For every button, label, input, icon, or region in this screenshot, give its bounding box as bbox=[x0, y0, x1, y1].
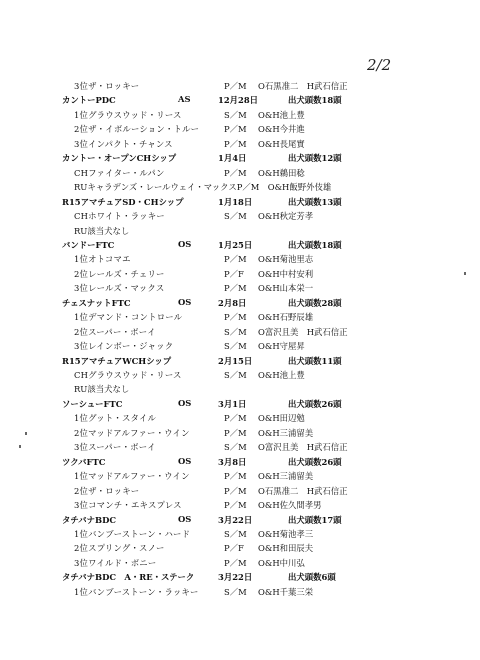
scan-speck bbox=[25, 432, 27, 435]
breed-sex: S／M bbox=[224, 442, 247, 453]
dog-name: 1位マッドアルファー・ウイン bbox=[74, 471, 190, 482]
owner-handler: O石黒准二 H武石信正 bbox=[258, 485, 348, 496]
event-title: バンドーFTC bbox=[62, 239, 115, 250]
breed-sex: P／M bbox=[224, 557, 247, 568]
owner-handler: O&H佐久間孝男 bbox=[258, 500, 322, 511]
event-title: タチバナBDC bbox=[62, 514, 117, 525]
owner-handler: O&H秋定芳孝 bbox=[258, 211, 314, 222]
dog-name: 1位オトコマエ bbox=[74, 254, 131, 265]
dog-name: 3位スーパー・ボーイ bbox=[74, 442, 156, 453]
page-number: 2/2 bbox=[367, 56, 392, 74]
owner-handler: O&H三浦留美 bbox=[258, 427, 314, 438]
entry-count: 出犬頭数12頭 bbox=[288, 153, 342, 164]
breed-sex: P／M bbox=[224, 312, 247, 323]
result-line bbox=[0, 586, 480, 605]
breed-sex: P／M bbox=[224, 283, 247, 294]
event-title: カントーPDC bbox=[62, 95, 116, 106]
event-title: タチバナBDC A・RE・ステーク bbox=[62, 572, 195, 583]
dog-name: CHグラウスウッド・リース bbox=[74, 370, 182, 380]
dog-name: 2位スーパー・ボーイ bbox=[74, 326, 156, 337]
entry-count: 出犬頭数18頭 bbox=[288, 95, 342, 106]
breed-sex: P／M bbox=[224, 485, 247, 496]
event-date: 3月1日 bbox=[218, 398, 247, 409]
breed-sex: P／M bbox=[224, 500, 247, 511]
owner-handler: O&H中村安利 bbox=[258, 268, 314, 279]
dog-name: 3位インパクト・チャンス bbox=[74, 138, 173, 149]
breed-sex: P／M bbox=[224, 427, 247, 438]
breed-sex: S／M bbox=[224, 109, 247, 120]
scan-speck bbox=[19, 445, 21, 448]
result-text: RU該当犬なし bbox=[74, 225, 130, 236]
event-date: 1月18日 bbox=[218, 196, 253, 207]
event-date: 2月15日 bbox=[218, 355, 253, 366]
result-text: RU該当犬なし bbox=[74, 384, 130, 395]
dog-name: 2位ザ・イボルーション・トルー bbox=[74, 124, 200, 135]
entry-count: 出犬頭数18頭 bbox=[288, 239, 342, 250]
event-class: OS bbox=[178, 397, 192, 408]
entry-count: 出犬頭数17頭 bbox=[288, 514, 342, 525]
owner-handler: O&H石野辰雄 bbox=[258, 312, 314, 323]
owner-handler: O&H田辺勉 bbox=[258, 413, 305, 424]
owner-handler: O富沢且美 H武石信正 bbox=[258, 442, 348, 453]
event-date: 2月8日 bbox=[218, 297, 247, 308]
owner-handler: O&H千葉三栄 bbox=[258, 586, 314, 597]
owner-handler: O&H菊池里志 bbox=[258, 254, 314, 265]
breed-sex: P／M bbox=[224, 81, 247, 91]
dog-name: 2位スプリング・スノー bbox=[74, 543, 165, 554]
owner-handler: O&H鵜田稔 bbox=[258, 167, 305, 178]
owner-handler: O&H今井進 bbox=[258, 124, 305, 135]
event-title: R15アマチュアWCHシップ bbox=[62, 355, 172, 366]
breed-sex: P／M bbox=[224, 413, 247, 424]
owner-handler: O富沢且美 H武石信正 bbox=[258, 326, 348, 337]
entry-count: 出犬頭数6頭 bbox=[288, 572, 336, 583]
breed-sex: S／M bbox=[224, 370, 247, 380]
dog-name: 3位コマンチ・エキスプレス bbox=[74, 500, 182, 511]
dog-name: 3位ワイルド・ボニー bbox=[74, 557, 157, 568]
event-date: 1月4日 bbox=[218, 153, 247, 164]
entry-count: 出犬頭数26頭 bbox=[288, 456, 342, 467]
event-class: OS bbox=[178, 238, 192, 249]
event-date: 3月8日 bbox=[218, 456, 247, 467]
event-class: OS bbox=[178, 296, 192, 307]
owner-handler: O&H三浦留美 bbox=[258, 471, 314, 482]
owner-handler: O&H山本栄一 bbox=[258, 283, 314, 294]
dog-name: 3位ザ・ロッキー bbox=[74, 81, 140, 91]
dog-name: 2位レールズ・チェリー bbox=[74, 268, 165, 279]
breed-sex: S／M bbox=[224, 341, 247, 352]
breed-sex: S／M bbox=[224, 211, 247, 222]
event-title: R15アマチュアSD・CHシップ bbox=[62, 196, 184, 207]
breed-sex: P／F bbox=[224, 268, 244, 279]
breed-sex: S／M bbox=[224, 528, 247, 539]
event-date: 12月28日 bbox=[218, 95, 259, 106]
breed-sex: P／F bbox=[224, 543, 244, 554]
dog-name: 1位デマンド・コントロール bbox=[74, 312, 183, 323]
breed-sex: P／M bbox=[224, 167, 247, 178]
breed-sex: P／M bbox=[224, 471, 247, 482]
result-text: RUキャラデンズ・レールウェイ・マックスP／M O&H飯野外伎雄 bbox=[74, 182, 332, 193]
dog-name: 2位マッドアルファー・ウイン bbox=[74, 427, 190, 438]
event-title: チェスナットFTC bbox=[62, 297, 131, 308]
dog-name: 3位レールズ・マックス bbox=[74, 283, 165, 294]
event-class: AS bbox=[178, 94, 191, 105]
entry-count: 出犬頭数11頭 bbox=[288, 355, 342, 366]
owner-handler: O&H長尾實 bbox=[258, 138, 305, 149]
breed-sex: S／M bbox=[224, 586, 247, 597]
scan-speck bbox=[464, 272, 466, 275]
owner-handler: O石黒准二 H武石信正 bbox=[258, 81, 348, 91]
dog-name: 3位レインボー・ジャック bbox=[74, 341, 174, 352]
dog-name: 1位グラウスウッド・リース bbox=[74, 109, 182, 120]
dog-name: 2位ザ・ロッキー bbox=[74, 485, 140, 496]
entry-count: 出犬頭数13頭 bbox=[288, 196, 342, 207]
event-class: OS bbox=[178, 513, 192, 524]
event-title: ソーシューFTC bbox=[62, 398, 123, 409]
breed-sex: P／M bbox=[224, 254, 247, 265]
owner-handler: O&H和田辰夫 bbox=[258, 543, 314, 554]
event-class: OS bbox=[178, 455, 192, 466]
dog-name: CHホワイト・ラッキー bbox=[74, 211, 165, 222]
event-title: カントー・オープンCHシップ bbox=[62, 153, 177, 164]
owner-handler: O&H菊池孝三 bbox=[258, 528, 314, 539]
entry-count: 出犬頭数26頭 bbox=[288, 398, 342, 409]
dog-name: CHファイター・ルパン bbox=[74, 167, 165, 178]
event-date: 1月25日 bbox=[218, 239, 253, 250]
event-date: 3月22日 bbox=[218, 514, 253, 525]
dog-name: 1位バンブーストーン・ハード bbox=[74, 528, 191, 539]
event-title: ツクバFTC bbox=[62, 456, 106, 467]
event-date: 3月22日 bbox=[218, 572, 253, 583]
breed-sex: S／M bbox=[224, 326, 247, 337]
owner-handler: O&H池上豊 bbox=[258, 109, 305, 120]
owner-handler: O&H中川弘 bbox=[258, 557, 305, 568]
breed-sex: P／M bbox=[224, 138, 247, 149]
owner-handler: O&H池上豊 bbox=[258, 370, 305, 380]
entry-count: 出犬頭数28頭 bbox=[288, 297, 342, 308]
breed-sex: P／M bbox=[224, 124, 247, 135]
owner-handler: O&H守屋昇 bbox=[258, 341, 305, 352]
dog-name: 1位バンブーストーン・ラッキー bbox=[74, 586, 199, 597]
dog-name: 1位グット・スタイル bbox=[74, 413, 157, 424]
